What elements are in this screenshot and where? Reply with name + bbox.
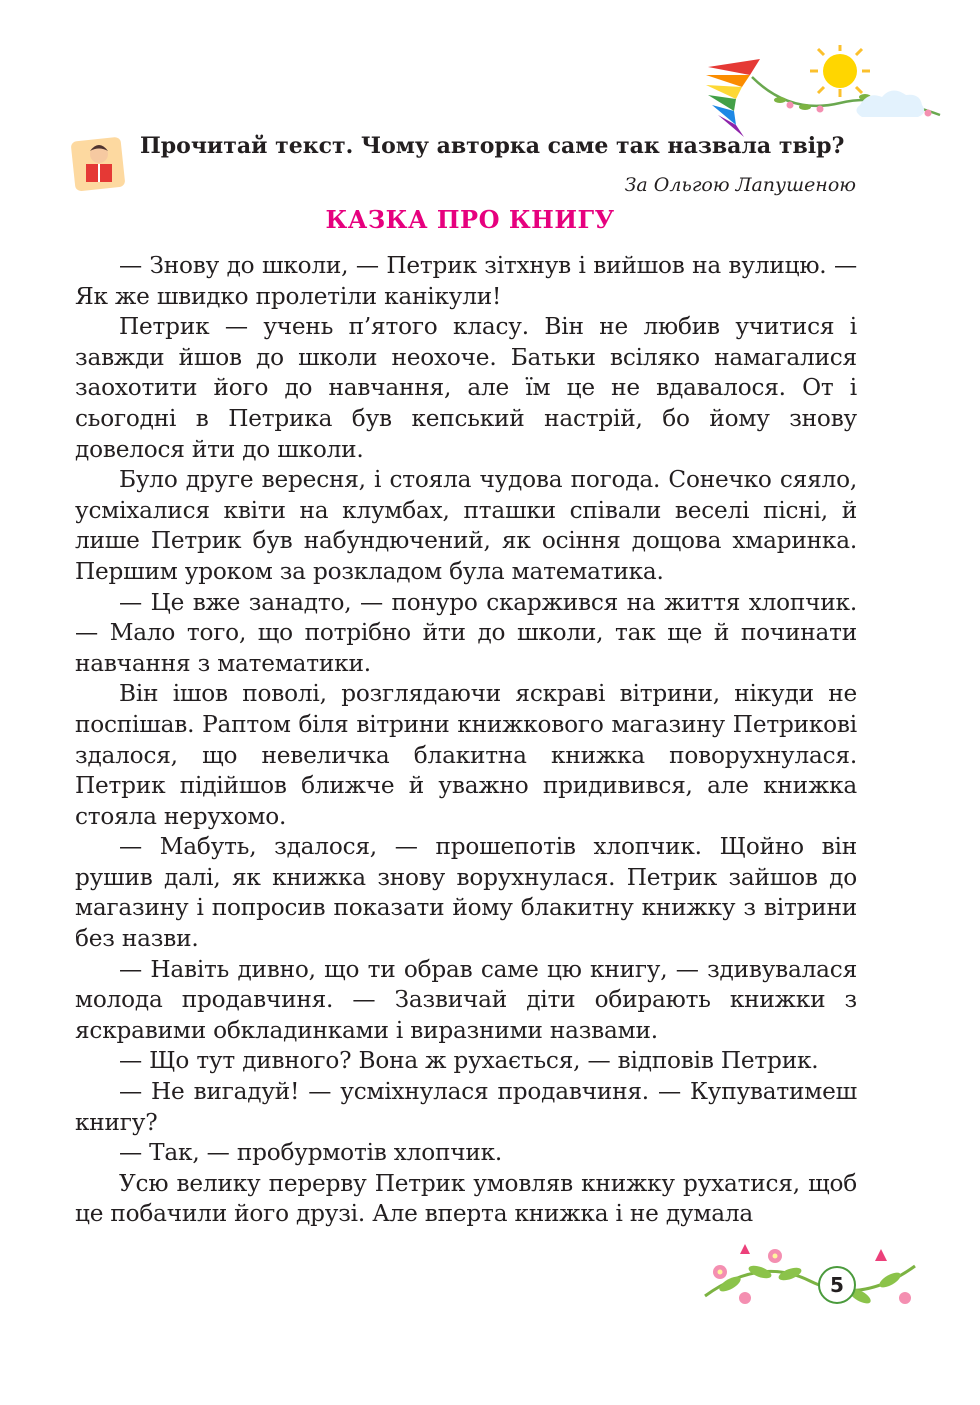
paragraph: Він ішов поволі, розглядаючи яскраві вітрини, нікуди не поспішав. Раптом біля вітрини книжкового магазину Петрикові здалося, що невеличка блакитна книжка поворухнулася. Петрик підійшов ближче й уважно придивився, але книжка стояла нерухомо. bbox=[75, 680, 857, 830]
rainbow-kite-icon bbox=[706, 59, 760, 137]
paragraph: — Мабуть, здалося, — прошепотів хлопчик. Щойно він рушив далі, як книжка знову ворухнулася. Петрик зайшов до магазину і попросив показати йому блакитну книжку з вітрини без назви. bbox=[75, 833, 857, 953]
paragraph: — Що тут дивного? Вона ж рухається, — відповів Петрик. bbox=[119, 1047, 819, 1075]
flower-garland-icon bbox=[700, 1236, 920, 1316]
paragraph: — Навіть дивно, що ти обрав саме цю книгу, — здивувалася молода продавчиня. — Зазвичай діти обирають книжки з яскравими обкладинками і виразними назвами. bbox=[75, 955, 857, 1044]
page-number: 5 bbox=[818, 1266, 856, 1304]
paragraph: — Так, — пробурмотів хлопчик. bbox=[119, 1139, 503, 1167]
story-title: КАЗКА ПРО КНИГУ bbox=[325, 205, 615, 234]
task-instruction: Прочитай текст. Чому авторка саме так назвала твір? bbox=[140, 133, 845, 159]
paragraph: Усю велику перерву Петрик умовляв книжку рухатися, щоб це побачили його друзі. Але вперта книжка і не думала bbox=[75, 1169, 857, 1228]
author-attribution: За Ольгою Лапушеною bbox=[624, 174, 856, 196]
paragraph: — Не вигадуй! — усміхнулася продавчиня. — Купуватимеш книгу? bbox=[75, 1078, 857, 1136]
rainbow-sun-decoration bbox=[690, 45, 950, 140]
paragraph: — Знову до школи, — Петрик зітхнув і вийшов на вулицю. — Як же швидко пролетіли канікули! bbox=[75, 252, 857, 310]
reading-child-icon bbox=[70, 134, 128, 192]
story-text bbox=[75, 251, 857, 1230]
paragraph: Петрик — учень п’ятого класу. Він не любив учитися і завжди йшов до школи неохоче. Батьки всіляко намагалися заохотити його до навчання, але їм це не вдавалося. От і сьогодні в Петрика був кепський настрій, бо йому знову довелося йти до школи. bbox=[75, 313, 857, 463]
sun-icon bbox=[810, 45, 870, 97]
paragraph: — Це вже занадто, — понуро скаржився на життя хлопчик. — Мало того, що потрібно йти до школи, так ще й починати навчання з математики. bbox=[75, 588, 857, 677]
paragraph: Було друге вересня, і стояла чудова погода. Сонечко сяяло, усміхалися квіти на клумбах, пташки співали веселі пісні, й лише Петрик був набундючений, як осіння дощова хмаринка. Першим уроком за розкладом була математика. bbox=[75, 466, 857, 585]
